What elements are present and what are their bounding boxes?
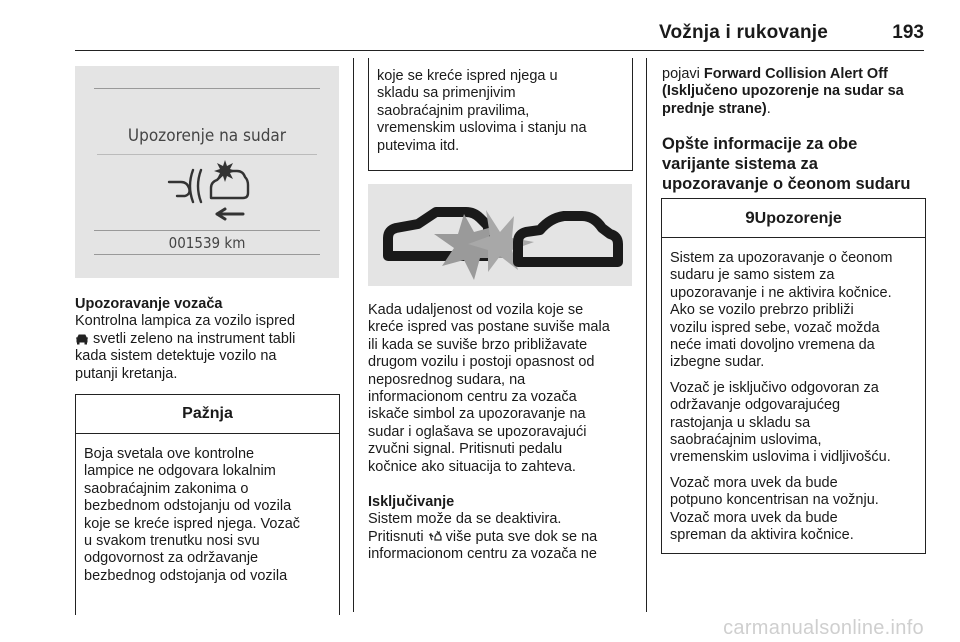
- text-line: [662, 66, 932, 83]
- display-divider-footer: [94, 254, 320, 255]
- text-line: putevima itd.: [377, 137, 460, 154]
- text-line: vremenskim uslovima i vidljivošću.: [670, 449, 891, 466]
- warning-paragraph: [670, 250, 917, 372]
- column-divider-left: [353, 58, 354, 612]
- collision-illustration-icon: [368, 184, 632, 286]
- heading-line: Opšte informacije za obe: [662, 135, 858, 153]
- page-header-title: Vožnja i rukovanje: [658, 22, 828, 43]
- display-divider-bottom: [94, 230, 320, 231]
- notice-body: [76, 434, 339, 585]
- text-line: neposrednog sudara, na: [368, 371, 526, 388]
- text-line: rastojanja u skladu sa: [670, 414, 811, 431]
- text-line: Boja svetala ove kontrolne: [84, 446, 255, 462]
- text-line: u svakom trenutku nosi svu: [84, 533, 260, 550]
- notice-body-continued: [369, 58, 632, 155]
- text-line: vozilu ispred sebe, vozač možda: [670, 319, 880, 336]
- text-line: sudaru je samo sistem za: [670, 267, 835, 284]
- text-line: bezbednom odstojanju od vozila: [84, 498, 292, 515]
- text-line: Vozač mora uvek da bude: [670, 474, 838, 491]
- warning-body: [662, 238, 925, 545]
- text-line: [75, 331, 345, 348]
- figure-collision-panel: [368, 184, 632, 286]
- text-span: Pritisnuti: [368, 528, 424, 545]
- text-line: drugom vozilu i postoji opasnost od: [368, 354, 595, 371]
- text-line: Kontrolna lampica za vozilo ispred: [75, 313, 296, 330]
- warning-paragraph: [670, 475, 917, 545]
- text-line: izbegne sudar.: [670, 354, 765, 371]
- text-line: sudar i oglašava se upozoravajući: [368, 423, 587, 440]
- section-heading: Isključivanje: [368, 494, 455, 510]
- header-rule: [75, 50, 924, 51]
- warning-title: Upozorenje: [754, 210, 842, 227]
- text-line: kočnice ako situacija to zahteva.: [368, 458, 576, 475]
- text-span: više puta sve dok se na: [445, 528, 598, 545]
- column-divider-right: [646, 58, 647, 612]
- text-line: koje se kreće ispred njega. Vozač: [84, 515, 301, 532]
- text-line: Kada udaljenost od vozila koje se: [368, 302, 584, 318]
- text-line: Sistem za upozoravanje o čeonom: [670, 250, 893, 266]
- text-line: informacionom centru za vozača: [368, 389, 577, 406]
- text-line: Ako se vozilo prebrzo približi: [670, 302, 854, 319]
- text-line: Vozač je isključivo odgovoran za: [670, 379, 879, 396]
- text-line: ili kada se suviše brzo približavate: [368, 336, 588, 353]
- figure-display-panel: [75, 66, 339, 278]
- text-line: upozoravanje i ne aktivira kočnice.: [670, 284, 892, 301]
- warning-paragraph: [670, 380, 917, 467]
- display-title: Upozorenje na sudar: [127, 126, 287, 146]
- message-text: Forward Collision Alert Off: [703, 66, 888, 82]
- text-line: vremenskim uslovima i stanju na: [377, 120, 587, 137]
- notice-box-continued: [368, 58, 633, 171]
- text-line: bezbednog odstojanja od vozila: [84, 567, 288, 584]
- warning-header: [662, 199, 925, 238]
- text-line: saobraćajnim uslovima,: [670, 432, 822, 449]
- forward-collision-warning-icon: [165, 158, 255, 228]
- deactivation-message: [662, 66, 932, 118]
- heading-line: upozoravanje o čeonom sudaru: [662, 175, 911, 193]
- text-line: skladu sa primenjivim: [377, 85, 516, 102]
- notice-title: Pažnja: [76, 395, 339, 434]
- text-line: odgovornost za održavanje: [84, 550, 259, 567]
- heading-line: varijante sistema za: [662, 155, 818, 173]
- display-divider-mid: [97, 154, 317, 155]
- text-line: potpuno koncentrisan na vožnju.: [670, 492, 879, 509]
- driver-warning-section: [75, 296, 345, 383]
- vehicle-ahead-icon: [75, 332, 89, 345]
- text-line: kreće ispred vas postane suviše mala: [368, 319, 610, 336]
- notice-box: [75, 394, 340, 615]
- text-line: Sistem može da se deaktivira.: [368, 511, 562, 528]
- text-line: saobraćajnim pravilima,: [377, 102, 530, 119]
- text-line: lampice ne odgovara lokalnim: [84, 463, 276, 480]
- text-line: [662, 101, 932, 118]
- message-text: prednje strane): [662, 100, 767, 117]
- text-line: informacionom centru za vozača ne: [368, 546, 597, 563]
- watermark: carmanualsonline.info: [723, 617, 924, 639]
- warning-triangle-icon: 9: [745, 208, 755, 227]
- text-span: .: [766, 100, 771, 117]
- text-line: kada sistem detektuje vozilo na: [75, 348, 277, 365]
- section-heading: Upozoravanje vozača: [75, 296, 223, 312]
- text-line: putanji kretanja.: [75, 365, 178, 382]
- warning-box: [661, 198, 926, 554]
- text-line: neće imati dovoljno vremena da: [670, 337, 875, 354]
- collision-warning-paragraph: [368, 302, 643, 476]
- text-line: koje se kreće ispred njega u: [377, 68, 558, 84]
- text-line: iskače simbol za upozoravanje na: [368, 406, 586, 423]
- text-span: pojavi: [662, 66, 700, 82]
- display-odometer: 001539 km: [168, 234, 246, 252]
- general-info-heading: [662, 134, 942, 194]
- text-line: Vozač mora uvek da bude: [670, 509, 838, 526]
- message-text: (Isključeno upozorenje na sudar sa: [662, 83, 904, 100]
- text-line: saobraćajnim zakonima o: [84, 480, 249, 497]
- text-line: zvučni signal. Pritisnuti pedalu: [368, 441, 563, 458]
- collision-alert-button-icon: [428, 530, 442, 543]
- text-line: održavanje odgovarajućeg: [670, 397, 841, 414]
- page-number: 193: [892, 22, 924, 43]
- deactivation-section: [368, 494, 643, 564]
- text-line: [368, 529, 643, 546]
- display-divider-top: [94, 88, 320, 89]
- text-line: spreman da aktivira kočnice.: [670, 527, 854, 544]
- text-span: svetli zeleno na instrument tabli: [93, 330, 296, 347]
